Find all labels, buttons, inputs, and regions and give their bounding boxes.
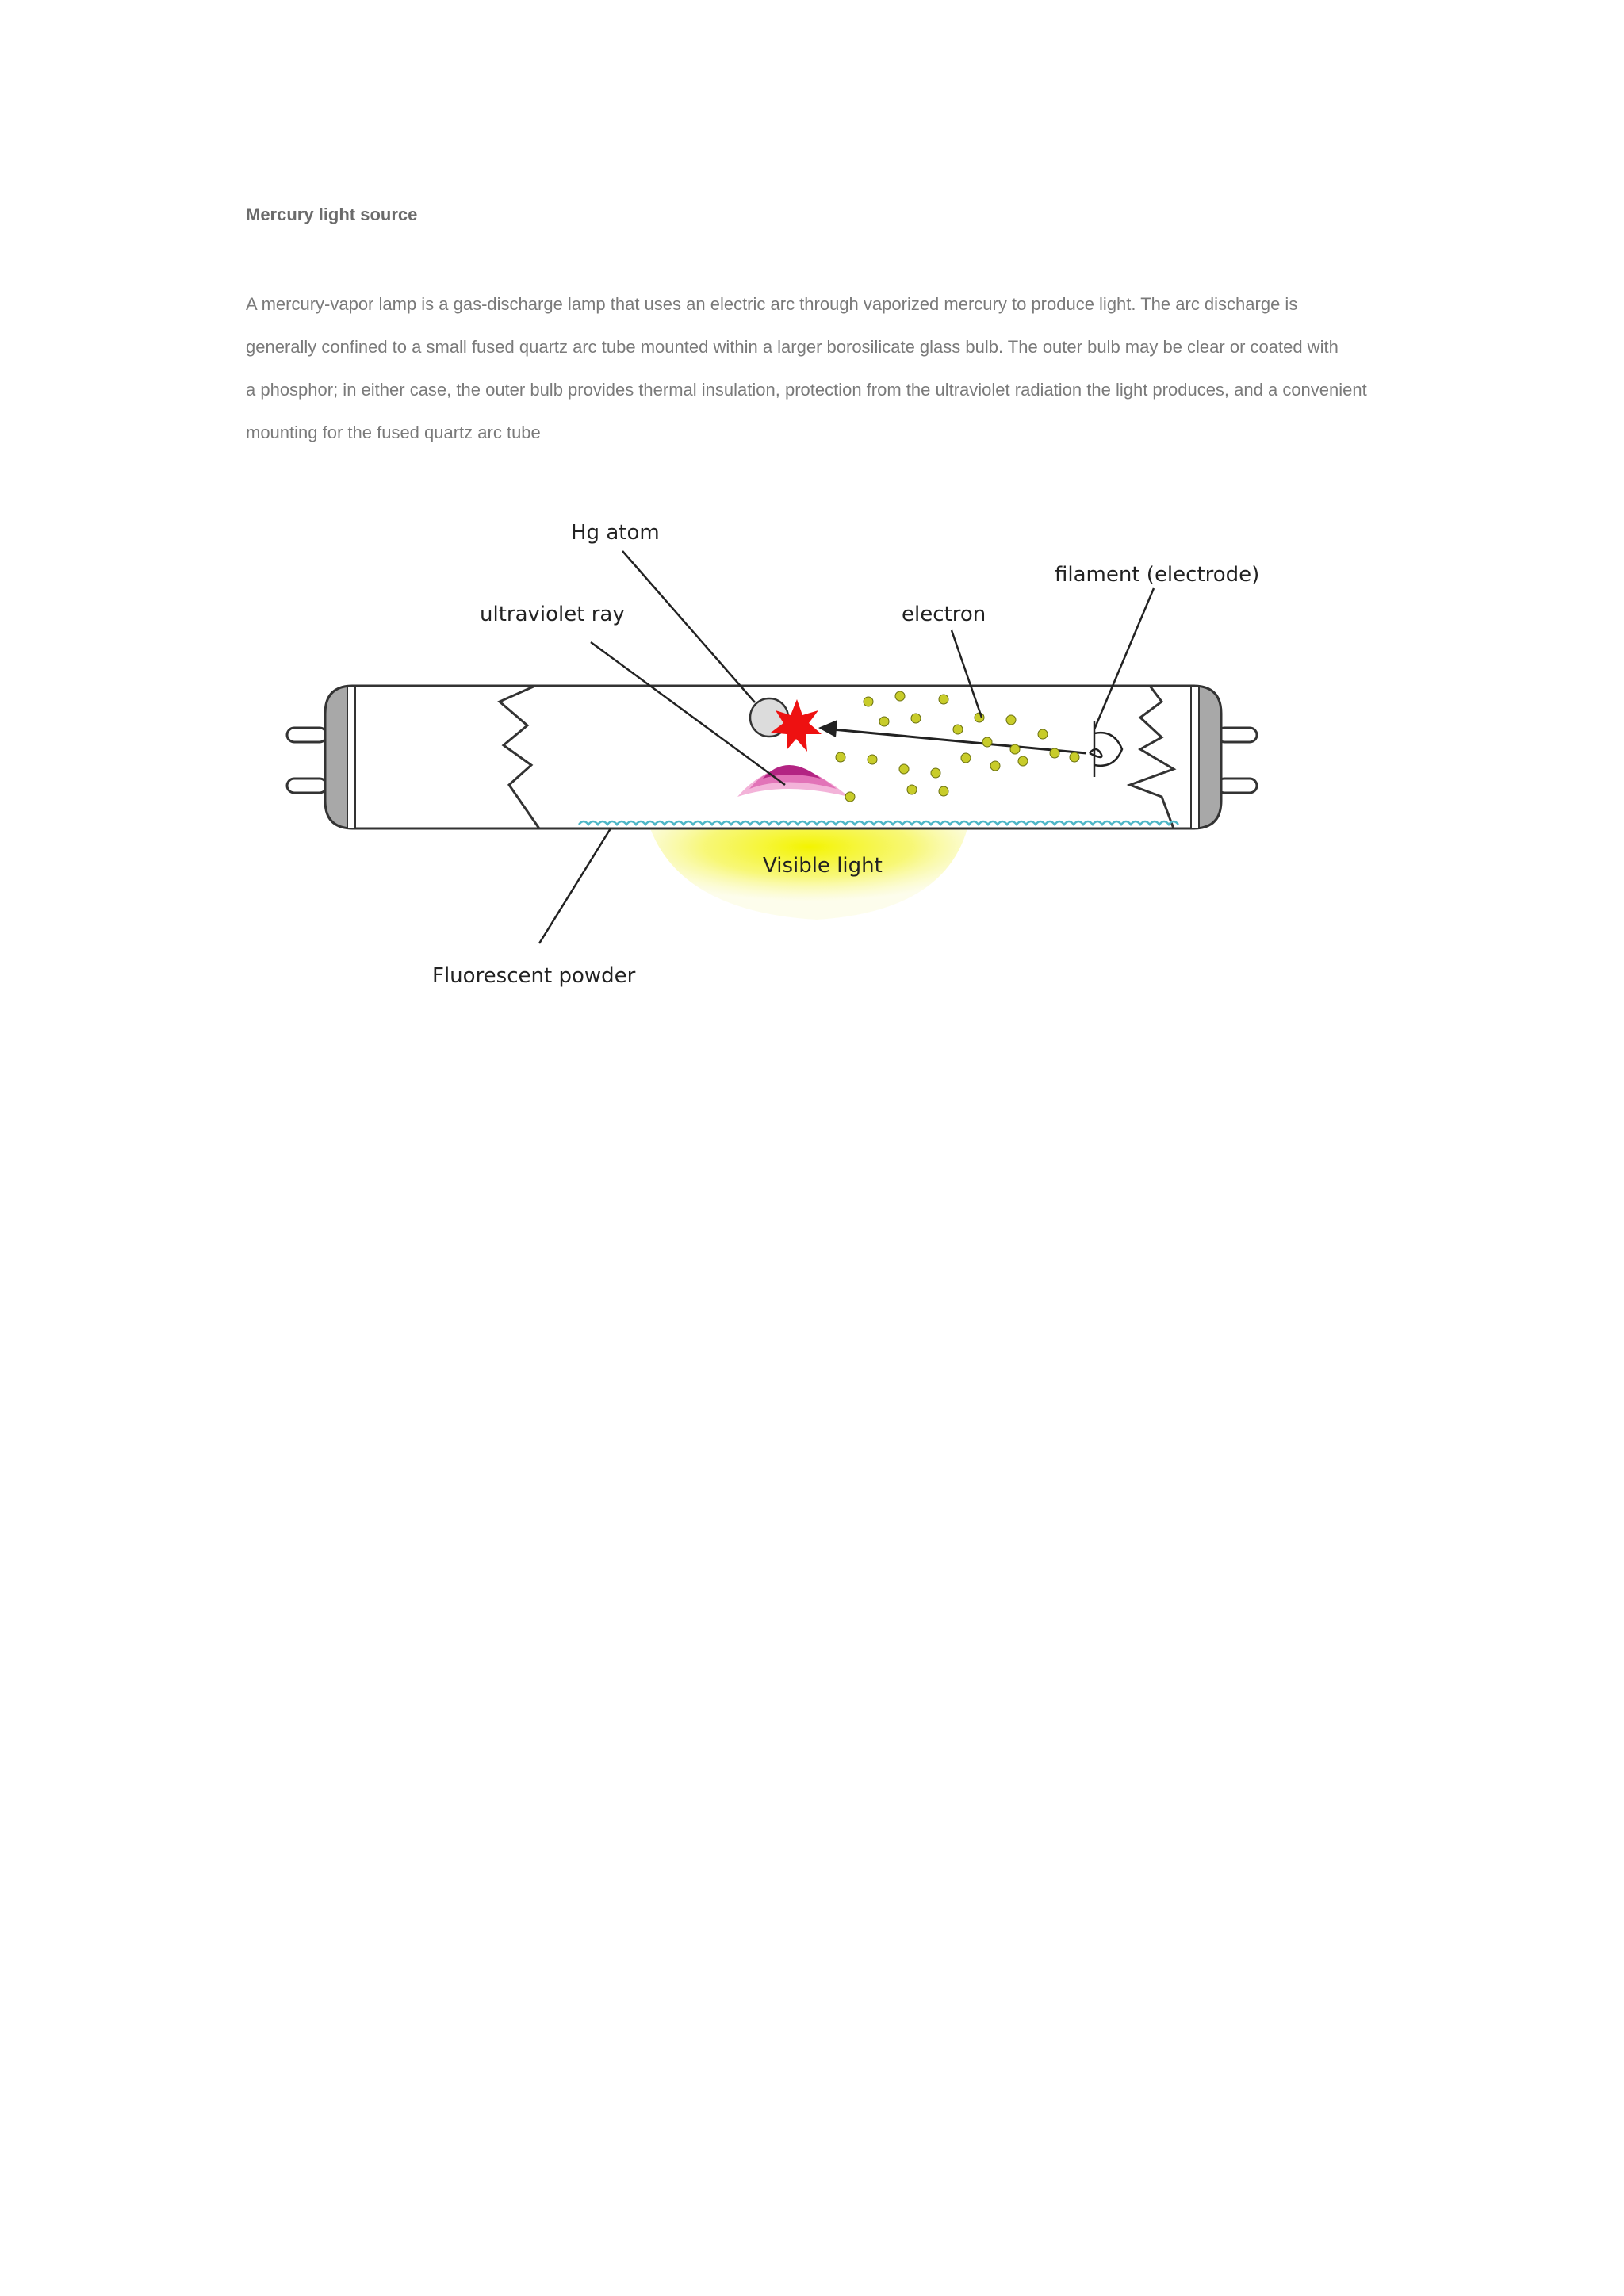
intro-line: generally confined to a small fused quartz arc tube mounted within a larger borosilicate glass bulb. The outer bulb may be clear or coated with bbox=[246, 337, 1339, 357]
label-filament: filament (electrode) bbox=[1055, 563, 1260, 587]
right-pins bbox=[1217, 728, 1257, 793]
lamp-diagram-svg bbox=[270, 492, 1293, 999]
label-hg-atom: Hg atom bbox=[571, 521, 660, 545]
label-visible-light: Visible light bbox=[763, 854, 883, 878]
intro-paragraph bbox=[246, 283, 1388, 454]
fluorescent-lamp-diagram bbox=[270, 492, 1293, 999]
page-title: Mercury light source bbox=[246, 205, 418, 224]
label-ultraviolet-ray: ultraviolet ray bbox=[480, 603, 625, 626]
label-electron: electron bbox=[902, 603, 986, 626]
intro-line: a phosphor; in either case, the outer bulb provides thermal insulation, protection from the ultraviolet radiation the light produces, and a convenient bbox=[246, 380, 1367, 400]
left-pins bbox=[287, 728, 327, 793]
label-fluorescent-powder: Fluorescent powder bbox=[432, 964, 636, 988]
intro-line: A mercury-vapor lamp is a gas-discharge lamp that uses an electric arc through vaporized mercury to produce light. The arc discharge is bbox=[246, 294, 1298, 314]
intro-line: mounting for the fused quartz arc tube bbox=[246, 423, 541, 442]
